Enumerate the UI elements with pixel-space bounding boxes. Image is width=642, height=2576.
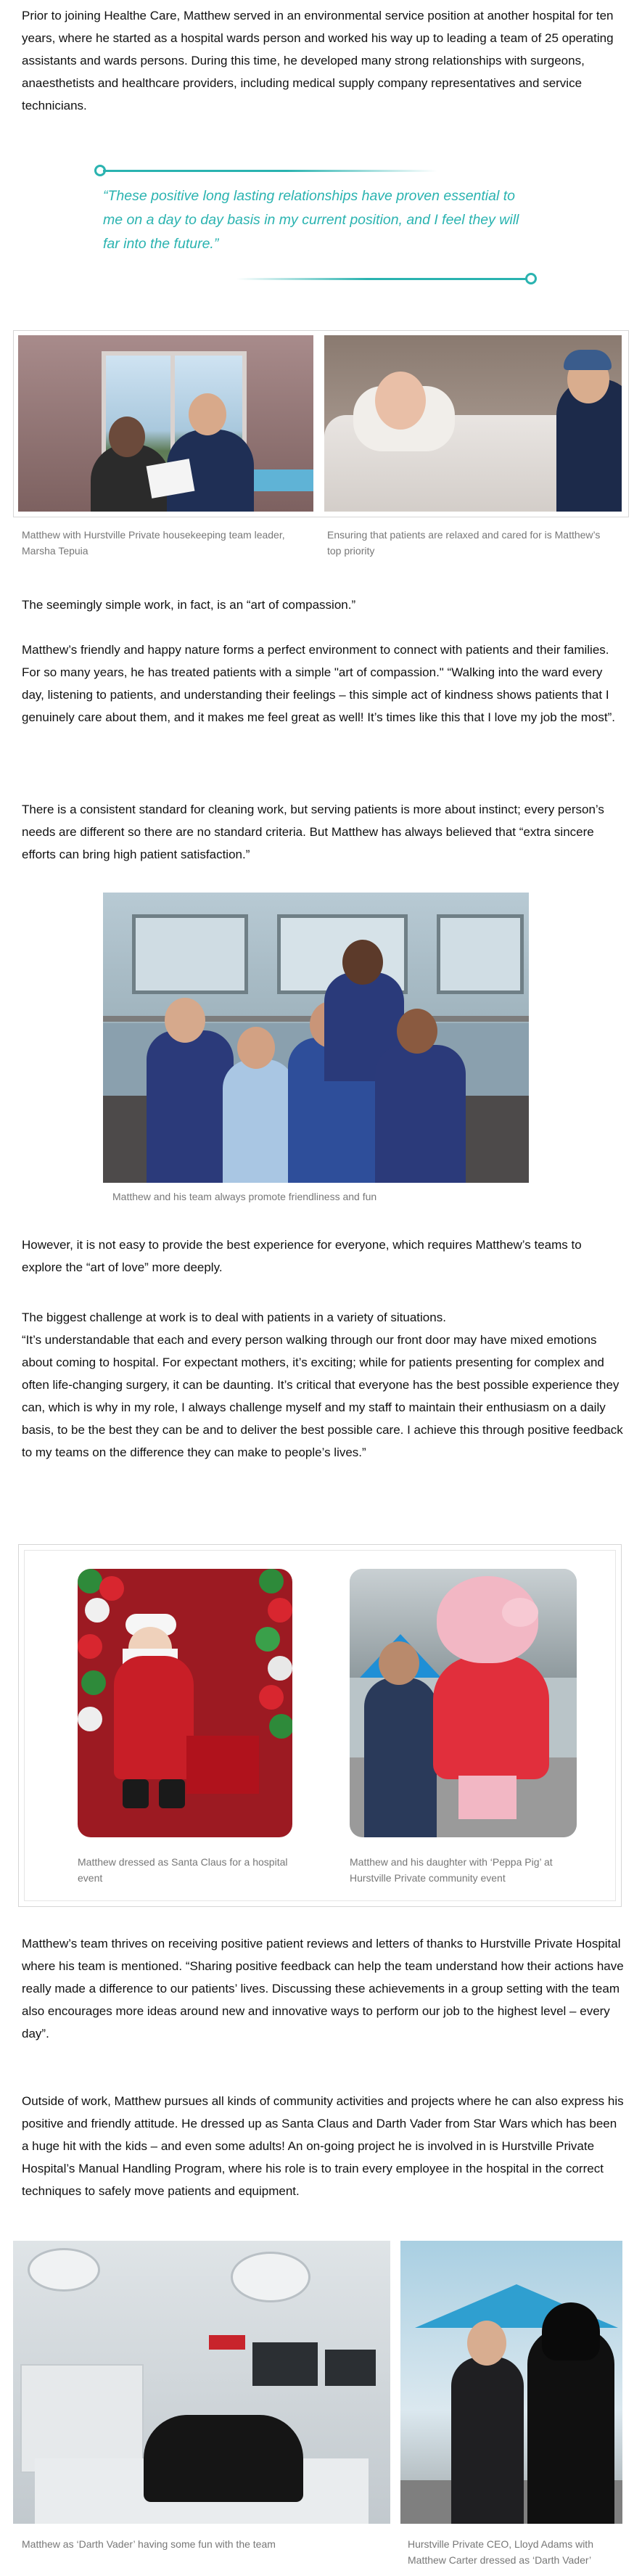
caption-vader-team: Matthew as ‘Darth Vader’ having some fun with the team [22, 2538, 276, 2550]
photo-santa [78, 1569, 292, 1837]
caption-peppa: Matthew and his daughter with ‘Peppa Pig’ at Hurstville Private community event [350, 1856, 553, 1884]
nature-paragraph [22, 639, 624, 729]
caption-ceo: Hurstville Private CEO, Lloyd Adams with Matthew Carter dressed as ‘Darth Vader’ [408, 2538, 593, 2566]
outside-paragraph [22, 2090, 624, 2202]
standard-text: There is a consistent standard for cleaning work, but serving patients is more about instinct; every person’s needs are different so there are no standard criteria. But Matthew has always believed that “extra sincere efforts can bring high patient satisfaction.” [22, 803, 604, 861]
photo-vader-theatre [13, 2241, 390, 2524]
pull-quote [94, 139, 537, 292]
intro-paragraph [22, 4, 624, 117]
photo-housekeeping [18, 335, 313, 512]
challenge-quote-text: “It’s understandable that each and every person walking through our front door may have mixed emotions about coming to hospital. For expectant mothers, it’s exciting; while for patients presenting for complex and often life-changing surgery, it can be daunting. It’s critical that everyone has the best possible experience they can, which is why in my role, I always challenge myself and my staff to maintain their enthusiasm on a daily basis, to be the best they can be and to deliver the best possible care. I achieve this through positive feedback to my teams on the difference they can make to people’s lives.” [22, 1333, 623, 1459]
quote-top-rule [103, 170, 437, 172]
photo-team [103, 893, 529, 1183]
quote-end-dot-icon [525, 273, 537, 284]
photo-peppa [350, 1569, 577, 1837]
standard-paragraph [22, 798, 624, 866]
art-of-love-text: However, it is not easy to provide the best experience for everyone, which requires Matthew’s teams to explore the “art of love” more deeply. [22, 1238, 582, 1274]
caption-patients: Ensuring that patients are relaxed and cared for is Matthew’s top priority [327, 529, 601, 557]
challenge-paragraph [22, 1306, 624, 1464]
caption-santa: Matthew dressed as Santa Claus for a hospital event [78, 1856, 288, 1884]
caption-team: Matthew and his team always promote friendliness and fun [112, 1191, 377, 1202]
art-of-love-paragraph [22, 1234, 624, 1279]
photo-ceo-vader [400, 2241, 622, 2524]
nature-text: Matthew’s friendly and happy nature forms a perfect environment to connect with patients and their families. For so many years, he has treated patients with a simple "art of compassion." “Walking into the ward every day, listening to patients, and understanding their feelings – this simple act of kindness shows patients that I genuinely care about them, and it makes me feel great as well! It’s times like this that I love my job the most”. [22, 643, 615, 724]
compassion-paragraph [22, 594, 624, 616]
feedback-paragraph [22, 1932, 624, 2045]
photo-patient-care [324, 335, 622, 512]
feedback-text: Matthew’s team thrives on receiving positive patient reviews and letters of thanks to Hurstville Private Hospital where his team is mentioned. “Sharing positive feedback can help the team understand how their actions have really made a difference to our patients’ lives. Discussing these achievements in a group setting with the team also encourages more ideas around new and innovative ways to perform our job to the highest level – every day”. [22, 1937, 624, 2040]
challenge-lead-text: The biggest challenge at work is to deal with patients in a variety of situations. [22, 1310, 446, 1324]
pull-quote-text: “These positive long lasting relationships have proven essential to me on a day to day basis in my current position, and I feel they will far into the future.” [103, 188, 519, 252]
compassion-text: The seemingly simple work, in fact, is an “art of compassion.” [22, 598, 356, 612]
outside-text: Outside of work, Matthew pursues all kinds of community activities and projects where he can also express his positive and friendly attitude. He dressed up as Santa Claus and Darth Vader from Star Wars which has been a huge hit with the kids – and even some adults! An on-going project he is involved in is Hurstville Private Hospital’s Manual Handling Program, where his role is to train every employee in the hospital in the correct techniques to safely move patients and equipment. [22, 2094, 624, 2198]
caption-housekeeping: Matthew with Hurstville Private housekeeping team leader, Marsha Tepuia [22, 529, 285, 557]
quote-bottom-rule [236, 278, 527, 280]
intro-text: Prior to joining Healthe Care, Matthew served in an environmental service position at another hospital for ten years, where he started as a hospital wards person and worked his way up to leading a team of 25 operating assistants and wards persons. During this time, he developed many strong relationships with surgeons, anaesthetists and healthcare providers, including medical supply company representatives and service technicians. [22, 9, 614, 112]
